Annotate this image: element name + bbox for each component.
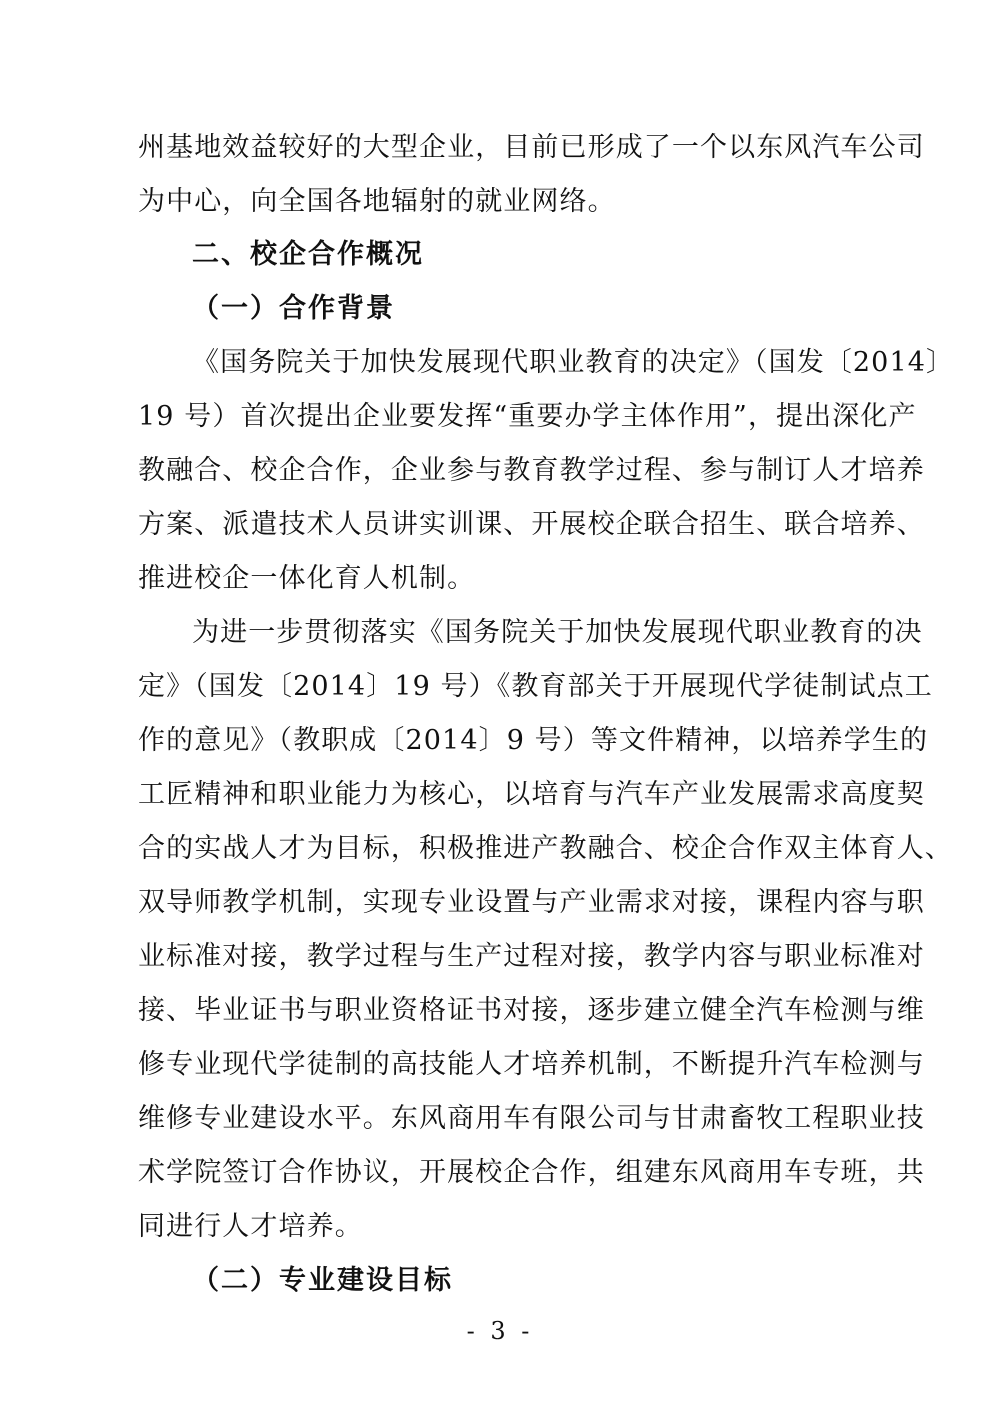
section-2-title: 二、校企合作概况 — [192, 239, 424, 270]
paragraph-2-line-2: 19 号）首次提出企业要发挥“重要办学主体作用”，提出深化产 — [138, 401, 917, 432]
paragraph-3-line-4: 工匠精神和职业能力为核心，以培育与汽车产业发展需求高度契 — [138, 779, 925, 810]
page-number: - 3 - — [466, 1317, 534, 1345]
paragraph-2-line-1: 《国务院关于加快发展现代职业教育的决定》（国发〔2014〕 — [192, 347, 955, 378]
paragraph-3-line-1: 为进一步贯彻落实《国务院关于加快发展现代职业教育的决 — [192, 617, 923, 648]
paragraph-3-line-12: 同进行人才培养。 — [138, 1211, 363, 1242]
subsection-2-title: （二）专业建设目标 — [192, 1265, 453, 1296]
paragraph-3-line-10: 维修专业建设水平。东风商用车有限公司与甘肃畜牧工程职业技 — [138, 1103, 925, 1134]
paragraph-3-line-2: 定》（国发〔2014〕19 号）《教育部关于开展现代学徒制试点工 — [138, 671, 933, 702]
paragraph-1-line-2: 为中心，向全国各地辐射的就业网络。 — [138, 186, 616, 217]
paragraph-2-line-3: 教融合、校企合作，企业参与教育教学过程、参与制订人才培养 — [138, 455, 925, 486]
paragraph-3-line-9: 修专业现代学徒制的高技能人才培养机制，不断提升汽车检测与 — [138, 1049, 925, 1080]
paragraph-3-line-5: 合的实战人才为目标，积极推进产教融合、校企合作双主体育人、 — [138, 833, 953, 864]
paragraph-3-line-6: 双导师教学机制，实现专业设置与产业需求对接，课程内容与职 — [138, 887, 925, 918]
paragraph-1-line-1: 州基地效益较好的大型企业，目前已形成了一个以东风汽车公司 — [138, 132, 925, 163]
paragraph-2-line-4: 方案、派遣技术人员讲实训课、开展校企联合招生、联合培养、 — [138, 509, 925, 540]
subsection-1-title: （一）合作背景 — [192, 293, 395, 324]
paragraph-3-line-8: 接、毕业证书与职业资格证书对接，逐步建立健全汽车检测与维 — [138, 995, 925, 1026]
paragraph-2-line-5: 推进校企一体化育人机制。 — [138, 563, 476, 594]
paragraph-3-line-7: 业标准对接，教学过程与生产过程对接，教学内容与职业标准对 — [138, 941, 925, 972]
paragraph-3-line-11: 术学院签订合作协议，开展校企合作，组建东风商用车专班，共 — [138, 1157, 925, 1188]
paragraph-3-line-3: 作的意见》（教职成〔2014〕9 号）等文件精神，以培养学生的 — [138, 725, 929, 756]
